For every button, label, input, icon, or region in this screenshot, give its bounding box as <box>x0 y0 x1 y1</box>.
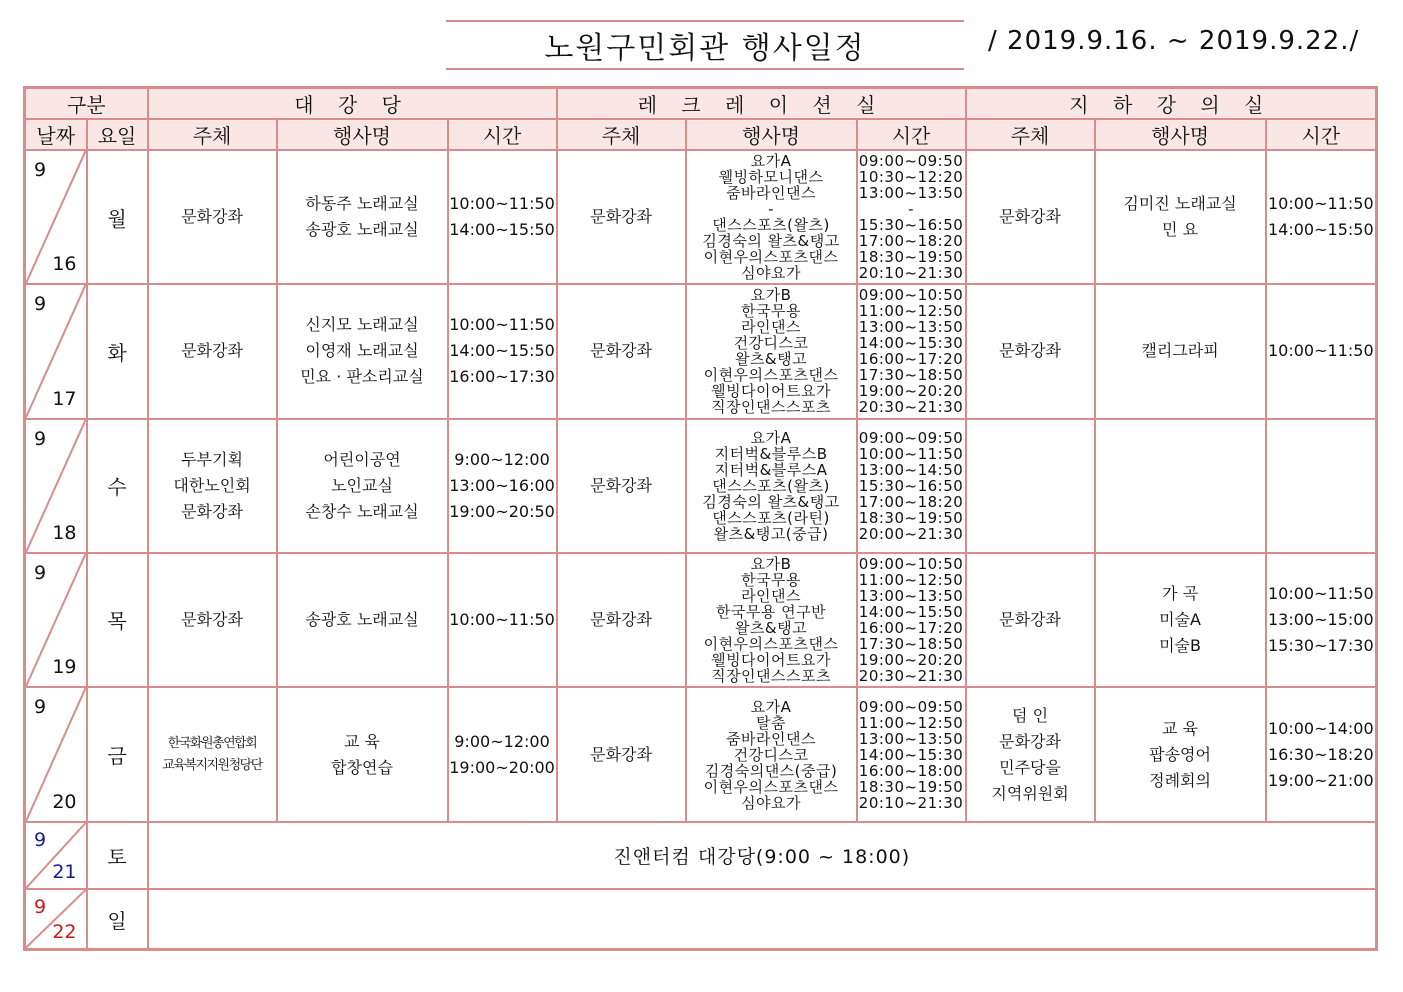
cell-line: 10:00~14:00 <box>1268 718 1374 738</box>
cell-line: 9:00~12:00 <box>454 731 550 751</box>
cell-line: 17:30~18:50 <box>858 366 964 385</box>
date-day: 16 <box>52 253 77 276</box>
cell-line: 한국무용 연구반 <box>715 602 827 621</box>
cell-line: 문화강좌 <box>999 731 1061 751</box>
hall3-time-cell <box>1266 284 1377 418</box>
cell-line: 14:00~15:50 <box>449 341 555 361</box>
cell-line: - <box>908 200 914 219</box>
date-day: 20 <box>52 791 77 814</box>
cell-line: 11:00~12:50 <box>858 570 964 589</box>
header-hall-recreation: 레 크 레 이 션 실 <box>557 88 966 120</box>
weekend-row <box>25 822 1377 889</box>
cell-line: 10:00~11:50 <box>449 315 555 335</box>
hall3-host-cell <box>966 150 1095 284</box>
date-month: 9 <box>34 427 47 450</box>
cell-line: 이현우의스포츠댄스 <box>703 777 839 796</box>
cell-line: 민 요 <box>1162 220 1199 240</box>
schedule-body <box>25 150 1377 950</box>
weekday-cell: 일 <box>87 889 148 949</box>
header-group: 구분 <box>25 88 148 120</box>
date-cell <box>25 419 87 553</box>
date-cell <box>25 822 87 889</box>
weekend-note <box>148 889 1377 949</box>
cell-line: 19:00~20:20 <box>858 382 964 401</box>
hall2-event-cell <box>686 687 857 822</box>
cell-line: 문화강좌 <box>999 341 1061 361</box>
header-host: 주체 <box>148 119 277 150</box>
weekday-cell: 수 <box>87 419 148 553</box>
date-month: 9 <box>34 293 47 316</box>
cell-line: 17:30~18:50 <box>858 634 964 653</box>
cell-line: 지터벅&블루스A <box>714 460 828 479</box>
cell-line: 미술A <box>1159 609 1201 629</box>
schedule-period: / 2019.9.16. ~ 2019.9.22./ <box>988 26 1360 56</box>
hall3-time-cell <box>1266 553 1377 687</box>
weekend-row <box>25 889 1377 949</box>
cell-line: 가 곡 <box>1162 583 1199 603</box>
cell-line: 웰빙하모니댄스 <box>718 168 824 187</box>
hall2-event-cell <box>686 150 857 284</box>
date-cell <box>25 284 87 418</box>
cell-line: 18:30~19:50 <box>858 248 964 267</box>
cell-line: 하동주 노래교실 <box>305 194 419 214</box>
cell-line: 요가A <box>750 428 792 447</box>
cell-line: 17:00~18:20 <box>858 492 964 511</box>
cell-line: 한국무용 <box>741 570 802 589</box>
cell-line: 왈츠&탱고(중급) <box>713 524 829 543</box>
cell-line: 18:30~19:50 <box>858 508 964 527</box>
cell-line: 13:00~15:00 <box>1268 609 1374 629</box>
cell-line: 11:00~12:50 <box>858 302 964 321</box>
cell-line: 캘리그라피 <box>1141 341 1219 361</box>
cell-line: 두부기획 <box>181 449 243 469</box>
cell-line: 한국화원총연합회 <box>167 735 257 751</box>
cell-line: 11:00~12:50 <box>858 713 964 732</box>
cell-line: 16:00~17:20 <box>858 350 964 369</box>
header-weekday: 요일 <box>87 119 148 150</box>
cell-line: 김경숙의 왈츠&탱고 <box>702 232 840 251</box>
hall2-host-cell <box>557 419 686 553</box>
hall3-time-cell <box>1266 687 1377 822</box>
cell-line: 요가A <box>750 697 792 716</box>
cell-line: 왈츠&탱고 <box>734 350 808 369</box>
hall2-time-cell <box>857 553 966 687</box>
cell-line: 14:00~15:30 <box>858 745 964 764</box>
hall3-event-cell <box>1095 687 1266 822</box>
cell-line: 13:00~13:50 <box>858 586 964 605</box>
cell-line: 미술B <box>1159 635 1201 655</box>
cell-line: 문화강좌 <box>999 609 1061 629</box>
cell-line: - <box>768 200 774 219</box>
cell-line: 19:00~21:00 <box>1268 770 1374 790</box>
date-month: 9 <box>34 696 47 718</box>
cell-line: 이영재 노래교실 <box>305 341 419 361</box>
cell-line: 건강디스코 <box>733 745 809 764</box>
cell-line: 15:30~17:30 <box>1268 635 1374 655</box>
hall3-event-cell <box>1095 419 1266 553</box>
cell-line: 문화강좌 <box>590 744 652 764</box>
date-day: 21 <box>52 861 77 884</box>
cell-line: 19:00~20:50 <box>449 501 555 521</box>
hall2-time-cell <box>857 419 966 553</box>
cell-line: 10:00~11:50 <box>858 444 964 463</box>
header-host: 주체 <box>557 119 686 150</box>
weekday-cell: 토 <box>87 822 148 889</box>
cell-line: 탈춤 <box>756 713 787 732</box>
cell-line: 문화강좌 <box>181 207 243 227</box>
cell-line: 15:30~16:50 <box>858 216 964 235</box>
weekday-cell: 월 <box>87 150 148 284</box>
cell-line: 문화강좌 <box>999 207 1061 227</box>
weekend-note: 진앤터컴 대강당(9:00 ~ 18:00) <box>148 822 1377 889</box>
hall3-host-cell <box>966 687 1095 822</box>
hall1-host-cell <box>148 284 277 418</box>
hall1-event-cell <box>277 687 448 822</box>
hall2-time-cell <box>857 150 966 284</box>
cell-line: 요가B <box>750 554 792 573</box>
header-time: 시간 <box>448 119 557 150</box>
cell-line: 송광호 노래교실 <box>305 220 419 240</box>
hall1-time-cell <box>448 553 557 687</box>
day-row <box>25 150 1377 284</box>
cell-line: 왈츠&탱고 <box>734 618 808 637</box>
cell-line: 14:00~15:50 <box>1268 220 1374 240</box>
cell-line: 13:00~16:00 <box>449 475 555 495</box>
cell-line: 민주당을 <box>999 757 1061 777</box>
cell-line: 한국무용 <box>741 302 802 321</box>
hall1-event-cell <box>277 553 448 687</box>
cell-line: 김미진 노래교실 <box>1123 194 1237 214</box>
cell-line: 20:10~21:30 <box>858 793 964 812</box>
header-event: 행사명 <box>686 119 857 150</box>
cell-line: 10:00~11:50 <box>1268 341 1374 361</box>
cell-line: 문화강좌 <box>181 501 243 521</box>
cell-line: 09:00~10:50 <box>858 286 964 305</box>
day-row <box>25 284 1377 418</box>
hall1-event-cell <box>277 150 448 284</box>
cell-line: 16:00~17:30 <box>449 367 555 387</box>
weekday-cell: 화 <box>87 284 148 418</box>
hall1-time-cell <box>448 419 557 553</box>
cell-line: 20:10~21:30 <box>858 264 964 283</box>
hall3-time-cell <box>1266 150 1377 284</box>
hall2-time-cell <box>857 284 966 418</box>
cell-line: 건강디스코 <box>733 334 809 353</box>
hall3-time-cell <box>1266 419 1377 553</box>
cell-line: 김경숙의댄스(중급) <box>704 761 838 780</box>
cell-line: 줌바라인댄스 <box>726 184 817 203</box>
cell-line: 지역위원회 <box>991 783 1069 803</box>
hall1-time-cell <box>448 150 557 284</box>
cell-line: 직장인댄스스포츠 <box>711 666 831 685</box>
cell-line: 웰빙다이어트요가 <box>711 650 831 669</box>
weekday-cell: 목 <box>87 553 148 687</box>
cell-line: 덤 인 <box>1012 705 1049 725</box>
header-host: 주체 <box>966 119 1095 150</box>
cell-line: 13:00~14:50 <box>858 460 964 479</box>
hall2-event-cell <box>686 419 857 553</box>
hall2-host-cell <box>557 150 686 284</box>
hall2-time-cell <box>857 687 966 822</box>
cell-line: 댄스스포츠(왈츠) <box>712 216 830 235</box>
header-event: 행사명 <box>1095 119 1266 150</box>
cell-line: 20:30~21:30 <box>858 666 964 685</box>
cell-line: 14:00~15:50 <box>449 220 555 240</box>
cell-line: 웰빙다이어트요가 <box>711 382 831 401</box>
cell-line: 13:00~13:50 <box>858 184 964 203</box>
date-day: 22 <box>52 921 77 943</box>
cell-line: 신지모 노래교실 <box>305 315 419 335</box>
schedule-table <box>23 86 1378 951</box>
hall1-time-cell <box>448 284 557 418</box>
cell-line: 19:00~20:20 <box>858 650 964 669</box>
cell-line: 줌바라인댄스 <box>726 729 817 748</box>
hall1-host-cell <box>148 150 277 284</box>
cell-line: 송광호 노래교실 <box>305 609 419 629</box>
date-cell <box>25 150 87 284</box>
cell-line: 이현우의스포츠댄스 <box>703 366 839 385</box>
hall2-host-cell <box>557 687 686 822</box>
weekday-cell: 금 <box>87 687 148 822</box>
cell-line: 지터벅&블루스B <box>714 444 828 463</box>
cell-line: 정례회의 <box>1149 770 1211 790</box>
cell-line: 10:00~11:50 <box>449 609 555 629</box>
cell-line: 문화강좌 <box>590 341 652 361</box>
date-day: 18 <box>52 521 77 544</box>
cell-line: 심야요가 <box>741 793 802 812</box>
cell-line: 합창연습 <box>331 757 393 777</box>
cell-line: 이현우의스포츠댄스 <box>703 248 839 267</box>
header-date: 날짜 <box>25 119 87 150</box>
cell-line: 문화강좌 <box>181 609 243 629</box>
hall1-event-cell <box>277 284 448 418</box>
cell-line: 17:00~18:20 <box>858 232 964 251</box>
cell-line: 심야요가 <box>741 264 802 283</box>
cell-line: 10:30~12:20 <box>858 168 964 187</box>
date-cell <box>25 889 87 949</box>
date-cell <box>25 687 87 822</box>
cell-line: 16:00~17:20 <box>858 618 964 637</box>
cell-line: 교육복지지원청당단 <box>162 757 262 773</box>
header-event: 행사명 <box>277 119 448 150</box>
header-hall-main: 대 강 당 <box>148 88 557 120</box>
hall2-host-cell <box>557 284 686 418</box>
cell-line: 16:30~18:20 <box>1268 744 1374 764</box>
date-cell <box>25 553 87 687</box>
header-time: 시간 <box>857 119 966 150</box>
cell-line: 13:00~13:50 <box>858 318 964 337</box>
cell-line: 교 육 <box>1162 718 1199 738</box>
date-day: 19 <box>52 656 77 678</box>
hall3-event-cell <box>1095 150 1266 284</box>
hall1-time-cell <box>448 687 557 822</box>
date-day: 17 <box>52 387 77 410</box>
date-month: 9 <box>34 159 47 181</box>
cell-line: 09:00~09:50 <box>858 697 964 716</box>
hall3-host-cell <box>966 284 1095 418</box>
cell-line: 직장인댄스스포츠 <box>711 398 831 417</box>
cell-line: 이현우의스포츠댄스 <box>703 634 839 653</box>
cell-line: 요가A <box>750 152 792 171</box>
cell-line: 팝송영어 <box>1149 744 1211 764</box>
hall2-event-cell <box>686 284 857 418</box>
hall3-host-cell <box>966 419 1095 553</box>
cell-line: 09:00~09:50 <box>858 428 964 447</box>
cell-line: 대한노인회 <box>173 475 251 495</box>
cell-line: 14:00~15:50 <box>858 602 964 621</box>
cell-line: 댄스스포츠(왈츠) <box>712 476 830 495</box>
cell-line: 14:00~15:30 <box>858 334 964 353</box>
page-title: 노원구민회관 행사일정 <box>544 31 866 66</box>
cell-line: 13:00~13:50 <box>858 729 964 748</box>
title-banner <box>446 20 964 70</box>
cell-line: 라인댄스 <box>741 586 802 605</box>
date-month: 9 <box>34 561 47 584</box>
cell-line: 댄스스포츠(라틴) <box>712 508 830 527</box>
cell-line: 19:00~20:00 <box>449 757 555 777</box>
cell-line: 손창수 노래교실 <box>305 501 419 521</box>
cell-line: 문화강좌 <box>181 341 243 361</box>
day-row <box>25 419 1377 553</box>
cell-line: 20:00~21:30 <box>858 524 964 543</box>
header-hall-basement: 지 하 강 의 실 <box>966 88 1377 120</box>
hall3-event-cell <box>1095 553 1266 687</box>
hall3-event-cell <box>1095 284 1266 418</box>
cell-line: 문화강좌 <box>590 609 652 629</box>
cell-line: 교 육 <box>344 731 381 751</box>
cell-line: 어린이공연 <box>323 449 401 469</box>
cell-line: 09:00~09:50 <box>858 152 964 171</box>
cell-line: 라인댄스 <box>741 318 802 337</box>
date-month: 9 <box>34 829 47 852</box>
hall3-host-cell <box>966 553 1095 687</box>
cell-line: 18:30~19:50 <box>858 777 964 796</box>
cell-line: 09:00~10:50 <box>858 554 964 573</box>
cell-line: 15:30~16:50 <box>858 476 964 495</box>
hall2-event-cell <box>686 553 857 687</box>
hall2-host-cell <box>557 553 686 687</box>
cell-line: 9:00~12:00 <box>454 449 550 469</box>
cell-line: 10:00~11:50 <box>1268 583 1374 603</box>
cell-line: 10:00~11:50 <box>1268 194 1374 214</box>
cell-line: 민요 · 판소리교실 <box>300 367 424 387</box>
cell-line: 20:30~21:30 <box>858 398 964 417</box>
hall1-host-cell <box>148 553 277 687</box>
cell-line: 문화강좌 <box>590 475 652 495</box>
date-month: 9 <box>34 896 47 919</box>
day-row <box>25 553 1377 687</box>
cell-line: 10:00~11:50 <box>449 194 555 214</box>
header-time: 시간 <box>1266 119 1377 150</box>
hall1-host-cell <box>148 687 277 822</box>
hall1-event-cell <box>277 419 448 553</box>
cell-line: 16:00~18:00 <box>858 761 964 780</box>
cell-line: 노인교실 <box>331 475 393 495</box>
day-row <box>25 687 1377 822</box>
cell-line: 김경숙의 왈츠&탱고 <box>702 492 840 511</box>
cell-line: 요가B <box>750 286 792 305</box>
cell-line: 문화강좌 <box>590 207 652 227</box>
hall1-host-cell <box>148 419 277 553</box>
